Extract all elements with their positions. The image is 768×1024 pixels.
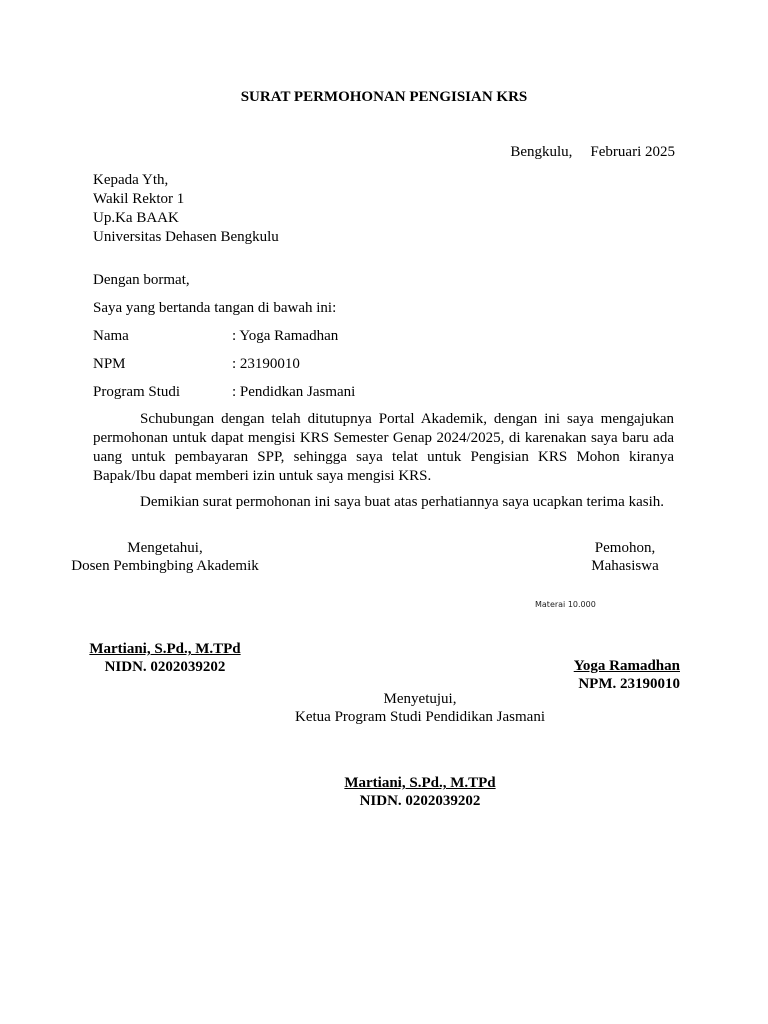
- field-program-studi: [93, 383, 355, 401]
- recipient-block: [93, 171, 279, 247]
- head-of-program-nidn: NIDN. 0202039202: [359, 793, 481, 809]
- letter-date: Februari 2025: [590, 144, 675, 160]
- approval-signature-name-block: [220, 774, 620, 810]
- applicant-heading-2: Mahasiswa: [591, 558, 659, 574]
- advisor-heading-1: Mengetahui,: [127, 540, 203, 556]
- applicant-heading-1: Pemohon,: [594, 540, 656, 556]
- advisor-signature-name-block: [60, 640, 270, 676]
- applicant-name: Yoga Ramadhan: [573, 658, 680, 674]
- applicant-npm: NPM. 23190010: [578, 676, 680, 692]
- applicant-signature-name-block: [574, 657, 680, 693]
- recipient-line: Wakil Rektor 1: [93, 191, 185, 207]
- advisor-heading-2: Dosen Pembingbing Akademik: [71, 558, 259, 574]
- field-label: Nama: [93, 328, 129, 344]
- approval-signature-headings: [220, 690, 620, 726]
- letter-title: SURAT PERMOHONAN PENGISIAN KRS: [240, 89, 528, 105]
- stamp-duty-label: Materai 10.000: [535, 600, 596, 609]
- field-value: : Pendidkan Jasmani: [232, 384, 356, 400]
- applicant-signature-headings: [570, 539, 680, 575]
- advisor-signature-headings: [60, 539, 270, 575]
- advisor-name: Martiani, S.Pd., M.TPd: [89, 641, 241, 657]
- approval-heading-2: Ketua Program Studi Pendidikan Jasmani: [295, 709, 545, 725]
- letter-date-line: [510, 143, 675, 161]
- greeting: Dengan bormat,: [93, 272, 190, 288]
- field-label: Program Studi: [93, 384, 181, 400]
- recipient-line: Kepada Yth,: [93, 172, 169, 188]
- body-paragraph: Schubungan dengan telah ditutupnya Portal Akademik, dengan ini saya mengajukan permohonan untuk dapat mengisi KRS Semester Genap 2024/2025, di karenakan saya baru ada uang untuk pembayaran SPP, sehingga saya telat untuk Pengisian KRS Mohon kiranya Bapak/Ibu dapat memberi izin untuk saya mengisi KRS.: [93, 411, 674, 484]
- recipient-line: Universitas Dehasen Bengkulu: [93, 229, 279, 245]
- field-value: : Yoga Ramadhan: [232, 328, 339, 344]
- recipient-line: Up.Ka BAAK: [93, 210, 179, 226]
- field-label: NPM: [93, 356, 126, 372]
- closing-paragraph: Demikian surat permohonan ini saya buat atas perhatiannya saya ucapkan terima kasih.: [140, 494, 664, 510]
- head-of-program-name: Martiani, S.Pd., M.TPd: [344, 775, 496, 791]
- intro-text: Saya yang bertanda tangan di bawah ini:: [93, 300, 337, 316]
- field-value: : 23190010: [232, 356, 300, 372]
- letter-place: Bengkulu,: [510, 144, 573, 160]
- field-npm: [93, 355, 300, 373]
- advisor-nidn: NIDN. 0202039202: [104, 659, 226, 675]
- field-nama: [93, 327, 338, 345]
- approval-heading-1: Menyetujui,: [383, 691, 457, 707]
